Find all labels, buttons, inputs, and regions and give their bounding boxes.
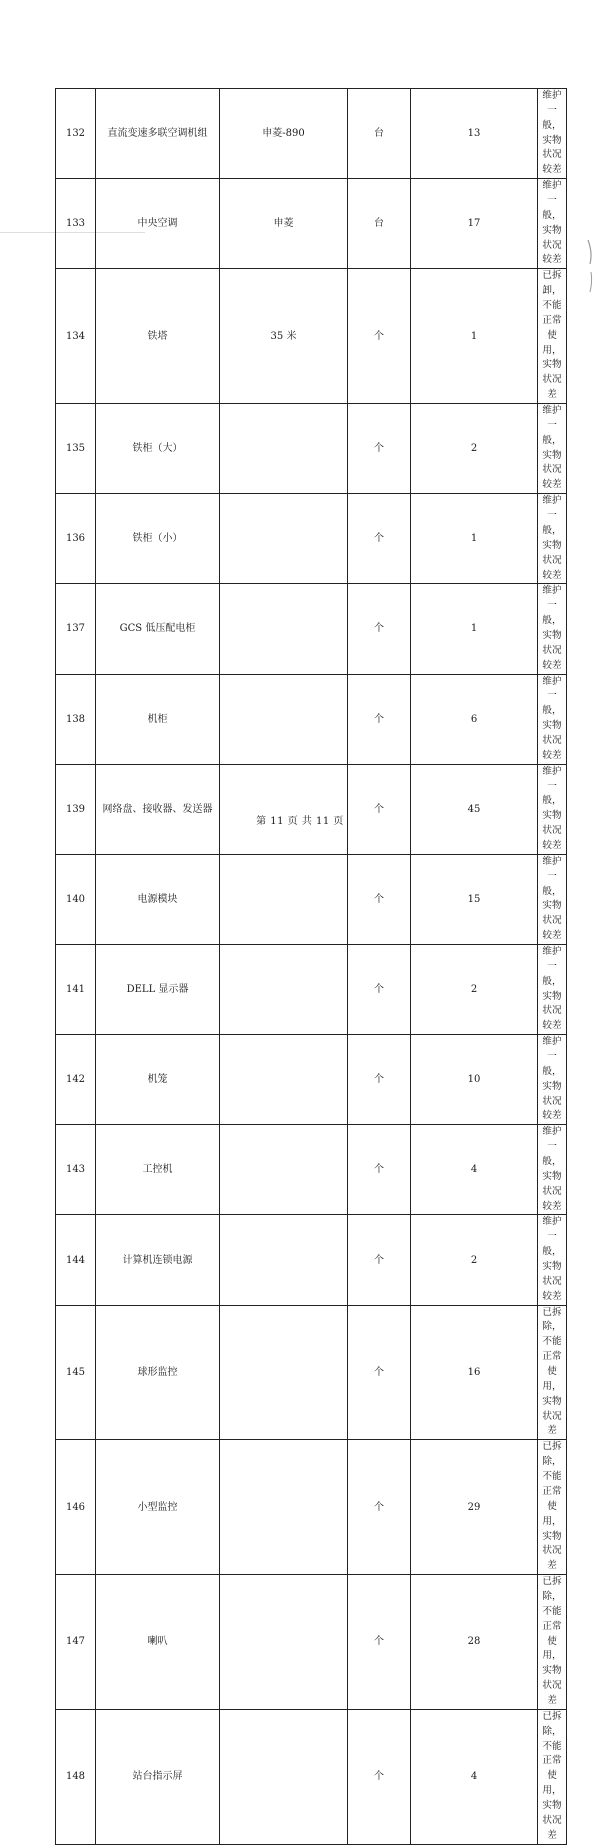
cell-number: 148 [56,1709,96,1844]
cell-model [220,494,348,584]
cell-number: 137 [56,584,96,674]
cell-status: 维护一般，实物状况较差 [538,854,567,944]
cell-model: 申菱 [220,179,348,269]
cell-unit: 个 [348,674,411,764]
cell-number: 134 [56,269,96,404]
cell-model [220,674,348,764]
inventory-table-body [56,89,567,1845]
cell-model [220,584,348,674]
table-row [56,1575,567,1710]
table-row [56,1440,567,1575]
cell-quantity: 28 [411,1575,538,1710]
cell-quantity: 13 [411,89,538,179]
cell-quantity: 17 [411,179,538,269]
cell-quantity: 1 [411,269,538,404]
cell-unit: 个 [348,269,411,404]
cell-number: 145 [56,1305,96,1440]
cell-model [220,1125,348,1215]
cell-item-name: 电源模块 [96,854,220,944]
cell-item-name: 中央空调 [96,179,220,269]
cell-status: 已拆除，不能正常使用，实物状况差 [538,1440,567,1575]
cell-quantity: 2 [411,944,538,1034]
cell-number: 147 [56,1575,96,1710]
cell-status: 已拆除，不能正常使用，实物状况差 [538,1575,567,1710]
cell-quantity: 45 [411,764,538,854]
cell-unit: 个 [348,494,411,584]
cell-number: 142 [56,1035,96,1125]
cell-unit: 个 [348,854,411,944]
cell-unit: 台 [348,89,411,179]
cell-item-name: 站台指示屏 [96,1709,220,1844]
cell-model [220,944,348,1034]
cell-item-name: 喇叭 [96,1575,220,1710]
cell-model [220,854,348,944]
cell-unit: 个 [348,1575,411,1710]
cell-unit: 个 [348,1440,411,1575]
cell-number: 138 [56,674,96,764]
cell-unit: 个 [348,764,411,854]
cell-unit: 个 [348,1305,411,1440]
cell-item-name: 球形监控 [96,1305,220,1440]
cell-unit: 个 [348,404,411,494]
table-row [56,179,567,269]
table-row [56,1215,567,1305]
cell-quantity: 1 [411,494,538,584]
cell-status: 维护一般，实物状况较差 [538,764,567,854]
cell-quantity: 15 [411,854,538,944]
cell-item-name: DELL 显示器 [96,944,220,1034]
cell-number: 141 [56,944,96,1034]
cell-number: 133 [56,179,96,269]
table-row [56,1035,567,1125]
cell-quantity: 2 [411,1215,538,1305]
cell-item-name: 铁柜（大） [96,404,220,494]
cell-status: 维护一般，实物状况较差 [538,1035,567,1125]
cell-status: 维护一般，实物状况较差 [538,494,567,584]
cell-model [220,1035,348,1125]
cell-quantity: 10 [411,1035,538,1125]
cell-unit: 个 [348,1709,411,1844]
cell-number: 143 [56,1125,96,1215]
cell-quantity: 29 [411,1440,538,1575]
cell-model [220,1575,348,1710]
cell-item-name: 机柜 [96,674,220,764]
cell-unit: 台 [348,179,411,269]
cell-unit: 个 [348,944,411,1034]
cell-item-name: 网络盘、接收器、发送器 [96,764,220,854]
cell-status: 维护一般，实物状况较差 [538,179,567,269]
cell-status: 维护一般，实物状况较差 [538,1125,567,1215]
cell-quantity: 4 [411,1125,538,1215]
cell-quantity: 16 [411,1305,538,1440]
cell-model [220,764,348,854]
cell-quantity: 6 [411,674,538,764]
cell-number: 144 [56,1215,96,1305]
table-row [56,89,567,179]
cell-number: 139 [56,764,96,854]
cell-model [220,1215,348,1305]
cell-unit: 个 [348,1215,411,1305]
cell-item-name: 小型监控 [96,1440,220,1575]
cell-item-name: 工控机 [96,1125,220,1215]
cell-number: 146 [56,1440,96,1575]
cell-item-name: 机笼 [96,1035,220,1125]
cell-unit: 个 [348,1035,411,1125]
edge-smudge-mark [586,238,594,298]
cell-model [220,1440,348,1575]
cell-status: 已拆除，不能正常使用，实物状况差 [538,1305,567,1440]
cell-item-name: 计算机连锁电源 [96,1215,220,1305]
cell-number: 132 [56,89,96,179]
cell-quantity: 1 [411,584,538,674]
cell-number: 140 [56,854,96,944]
cell-model [220,1709,348,1844]
cell-status: 已拆卸，不能正常使用，实物状况差 [538,269,567,404]
table-row [56,1125,567,1215]
cell-model [220,1305,348,1440]
cell-item-name: GCS 低压配电柜 [96,584,220,674]
cell-number: 136 [56,494,96,584]
cell-status: 维护一般，实物状况较差 [538,1215,567,1305]
cell-status: 维护一般，实物状况较差 [538,404,567,494]
table-row [56,1709,567,1844]
cell-unit: 个 [348,1125,411,1215]
inventory-table [55,88,567,1845]
cell-status: 维护一般，实物状况较差 [538,584,567,674]
cell-status: 维护一般，实物状况较差 [538,674,567,764]
cell-quantity: 2 [411,404,538,494]
table-row [56,854,567,944]
cell-status: 已拆除，不能正常使用，实物状况差 [538,1709,567,1844]
cell-model: 申菱-890 [220,89,348,179]
cell-model: 35 米 [220,269,348,404]
page-footer: 第 11 页 共 11 页 [256,816,344,827]
cell-item-name: 直流变速多联空调机组 [96,89,220,179]
cell-number: 135 [56,404,96,494]
cell-status: 维护一般，实物状况较差 [538,944,567,1034]
cell-status: 维护一般，实物状况较差 [538,89,567,179]
cell-model [220,404,348,494]
table-row [56,404,567,494]
cell-item-name: 铁塔 [96,269,220,404]
table-row [56,944,567,1034]
cell-quantity: 4 [411,1709,538,1844]
table-row [56,269,567,404]
table-row [56,1305,567,1440]
table-row [56,584,567,674]
table-row [56,674,567,764]
table-row [56,494,567,584]
cell-unit: 个 [348,584,411,674]
cell-item-name: 铁柜（小） [96,494,220,584]
table-row [56,764,567,854]
